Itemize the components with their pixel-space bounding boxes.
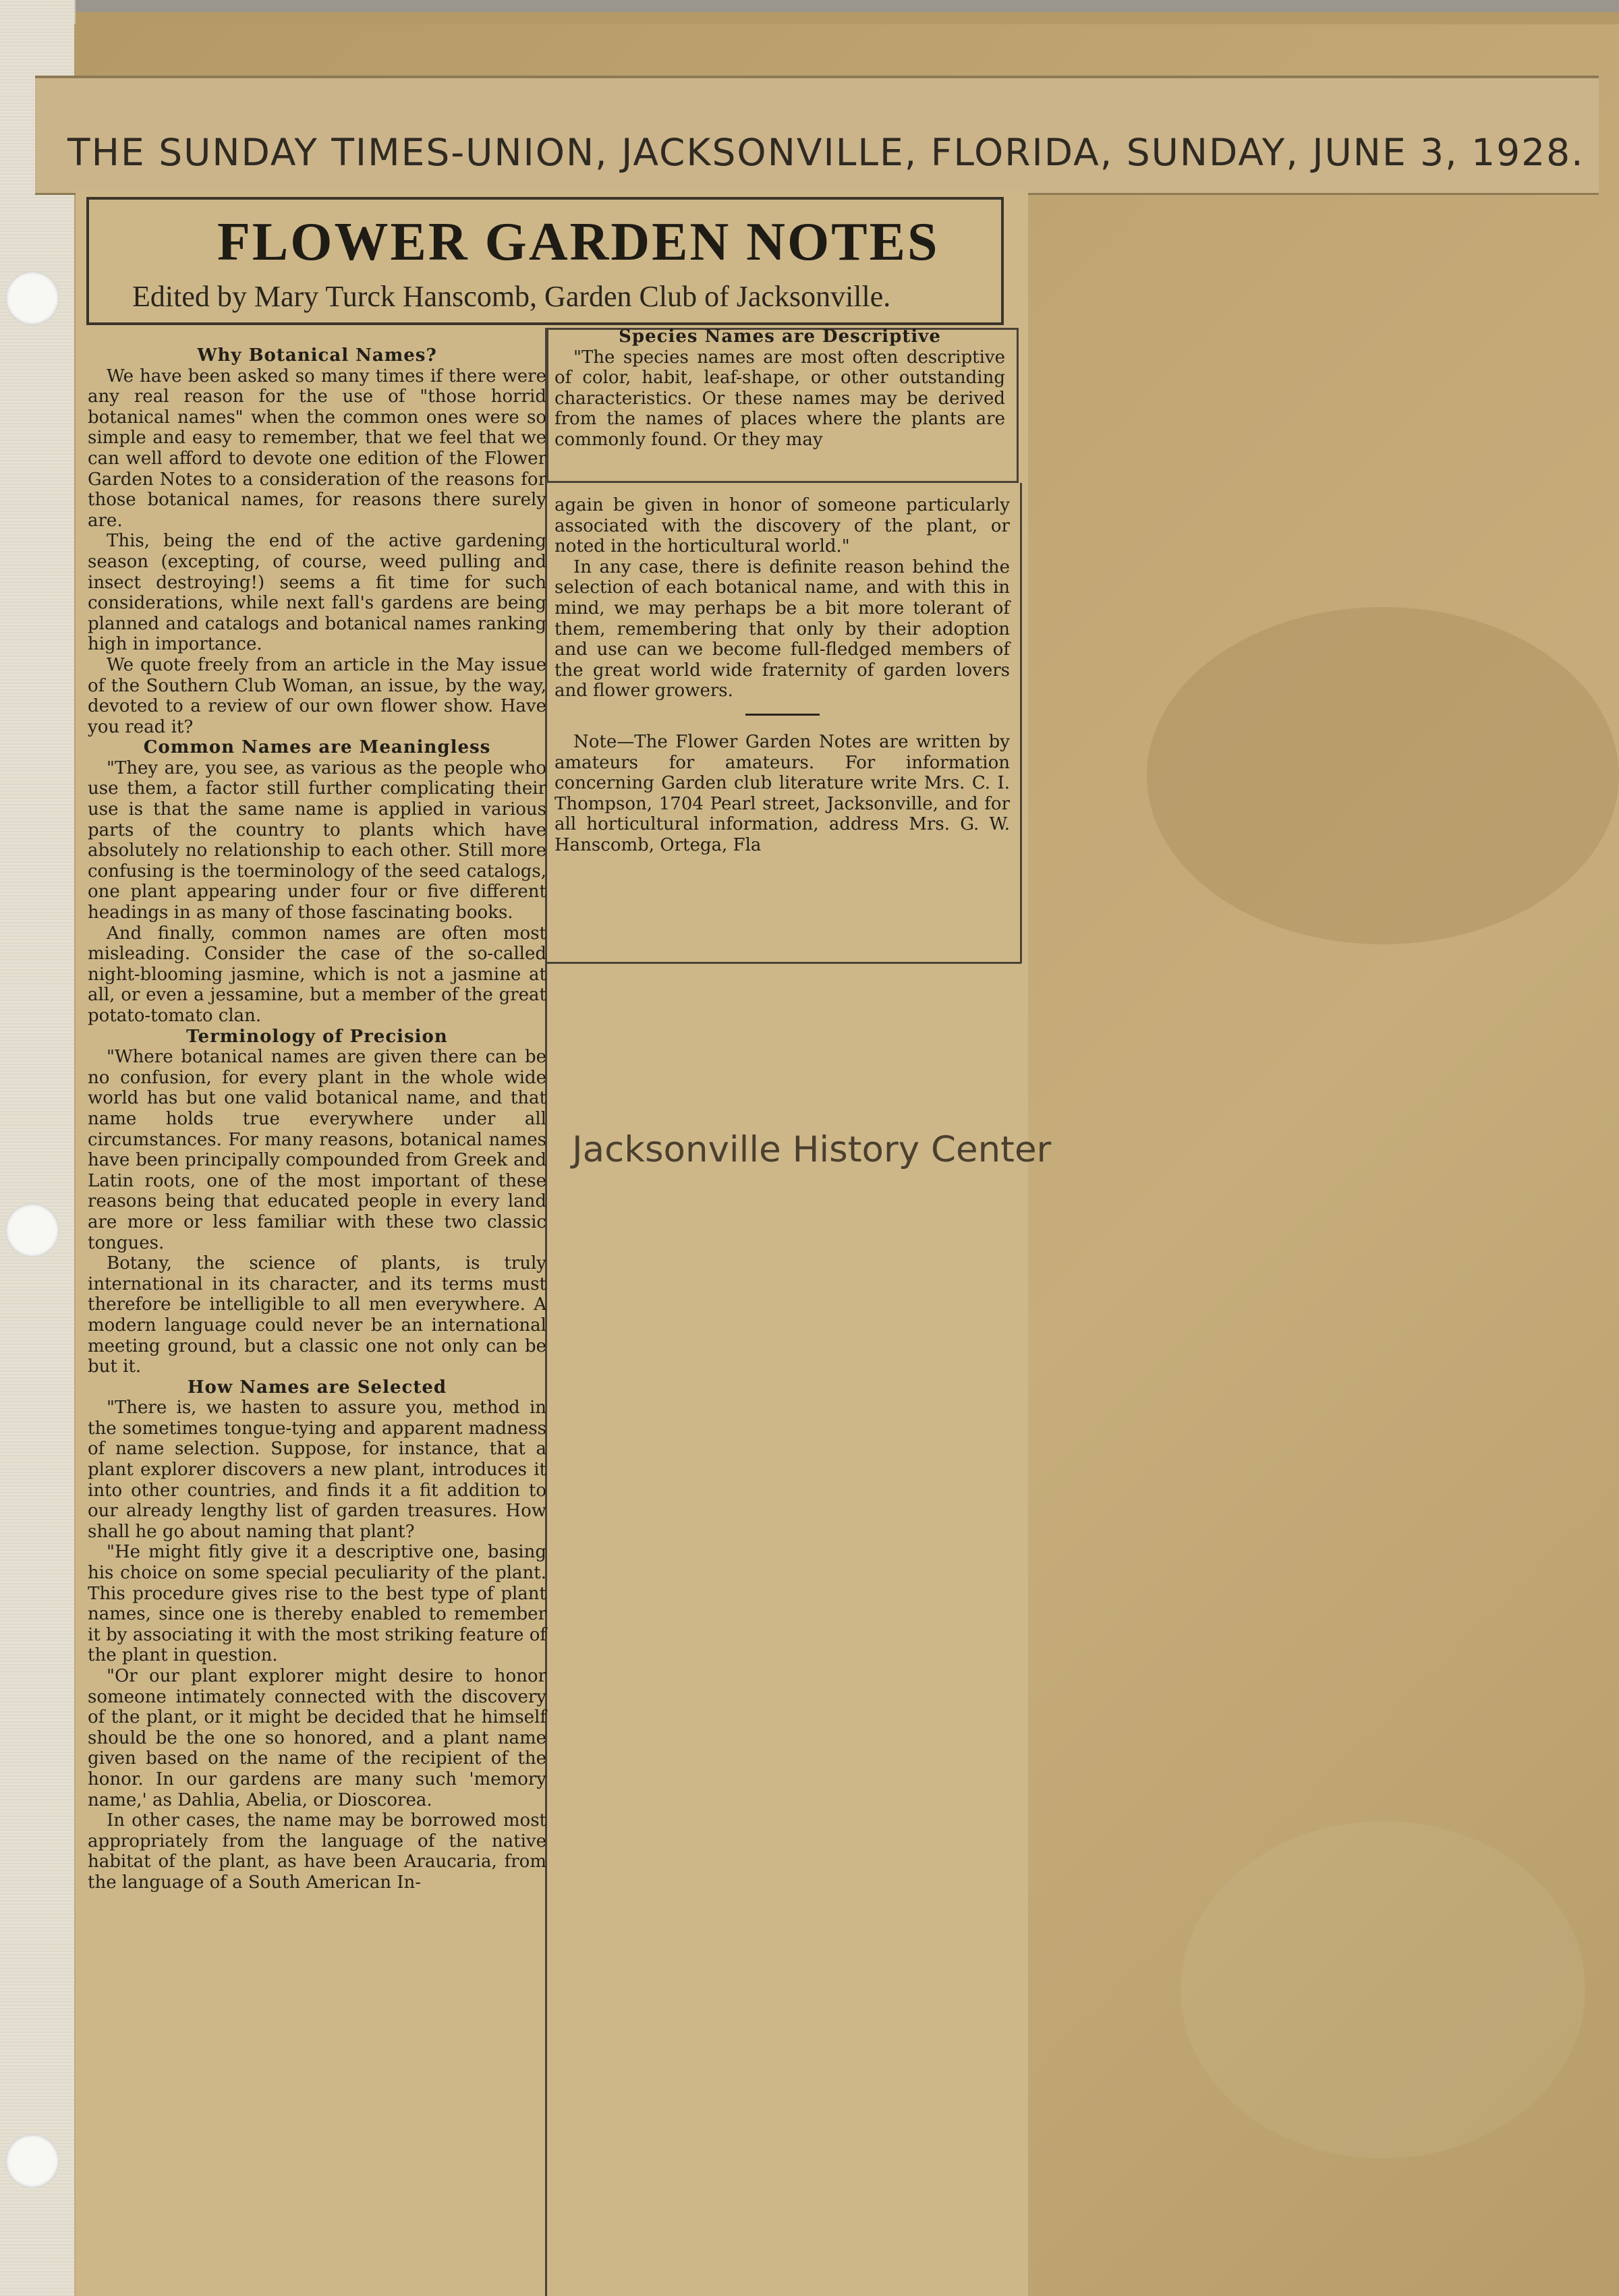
paragraph: We quote freely from an article in the May issue of the Southern Club Woman, an issue, by the way, devoted to a review of our own flower show. Have you read it? <box>88 654 546 737</box>
paragraph: And finally, common names are often most misleading. Consider the case of the so-called night-blooming jasmine, which is not a jasmine at all, or even a jessamine, but a member of the great potato-tomato clan. <box>88 923 546 1026</box>
paper-stain <box>1181 1821 1585 2158</box>
punch-hole-bottom <box>5 2134 59 2188</box>
paragraph: In other cases, the name may be borrowed most appropriately from the language of the native habitat of the plant, as have been Araucaria, from the language of a South American In- <box>88 1810 546 1893</box>
punch-hole-top <box>5 271 59 325</box>
subhead-terminology: Terminology of Precision <box>186 1026 448 1047</box>
subhead-how-names: How Names are Selected <box>187 1377 447 1398</box>
paragraph: In any case, there is definite reason behind the selection of each botanical name, and with this in mind, we may perhaps be a bit more tolerant of them, remembering that only by their adoption and use can we become full-fledged members of the great world wide fraternity of garden lovers and flower growers. <box>555 556 1010 701</box>
paragraph: "They are, you see, as various as the people who use them, a factor still further complicating their use is that the same name is applied in various parts of the country to plants which have absolutely no relationship to each other. Still more confusing is the toerminology of the seed catalogs, one plant appearing under four or five different headings in as many of those fascinating books. <box>88 757 546 923</box>
paragraph: "He might fitly give it a descriptive one, basing his choice on some special peculiarity of the plant. This procedure gives rise to the best type of plant names, since one is thereby enabled to remember it by associating it with the most striking feature of the plant in question. <box>88 1542 546 1666</box>
subhead-why-botanical: Why Botanical Names? <box>197 345 437 366</box>
newspaper-masthead <box>35 76 1599 195</box>
right-box-rule <box>1020 483 1022 963</box>
masthead-text: THE SUNDAY TIMES-UNION, JACKSONVILLE, FLORIDA, SUNDAY, JUNE 3, 1928. <box>67 131 1585 174</box>
section-divider <box>745 714 820 716</box>
paragraph: again be given in honor of someone particularly associated with the discovery of the plant, or noted in the horticultural world." <box>555 495 1010 557</box>
right-column-lower <box>555 495 1010 856</box>
subhead-species-names: Species Names are Descriptive <box>619 326 941 347</box>
left-column <box>88 345 546 1893</box>
right-box-bottom-rule <box>546 962 1021 964</box>
binder-strip <box>0 0 76 2296</box>
archive-watermark: Jacksonville History Center <box>572 1129 1052 1170</box>
article-subtitle: Edited by Mary Turck Hanscomb, Garden Club of Jacksonville. <box>132 280 891 313</box>
headline-box <box>86 197 1004 325</box>
punch-hole-middle <box>5 1203 59 1257</box>
paragraph: "Or our plant explorer might desire to honor someone intimately connected with the discovery of the plant, or it might be decided that he himself should be the one so honored, and a plant name given based on the name of the recipient of the honor. In our gardens are many such 'memory name,' as Dahlia, Abelia, or Dioscorea. <box>88 1666 546 1810</box>
article-title: FLOWER GARDEN NOTES <box>217 212 940 272</box>
paragraph: "Where botanical names are given there can be no confusion, for every plant in the whole wide world has but one valid botanical name, and that name holds true everywhere under all circumstances. For many reasons, botanical names have been principally compounded from Greek and Latin roots, one of the most important of these reasons being that educated people in every land are more or less familiar with these two classic tongues. <box>88 1047 546 1253</box>
paragraph: "There is, we hasten to assure you, method in the sometimes tongue-tying and apparent madness of name selection. Suppose, for instance, that a plant explorer discovers a new plant, introduces it into other countries, and finds it a fit addition to our already lengthy list of garden treasures. How shall he go about naming that plant? <box>88 1398 546 1542</box>
paragraph: "The species names are most often descriptive of color, habit, leaf-shape, or other outstanding characteristics. Or these names may be derived from the names of places where the plants are commonly found. Or they may <box>555 347 1005 450</box>
paper-stain <box>1147 607 1619 944</box>
paragraph: This, being the end of the active gardening season (excepting, of course, weed pulling and insect destroying!) seems a fit time for such considerations, while next fall's gardens are being planned and catalogs and botanical names ranking high in importance. <box>88 531 546 655</box>
right-column-upper <box>555 326 1005 451</box>
paragraph: Botany, the science of plants, is truly international in its character, and its terms must therefore be intelligible to all men everywhere. A modern language could never be an international meeting ground, but a classic one not only can be but it. <box>88 1253 546 1377</box>
paragraph: We have been asked so many times if there were any real reason for the use of "those horrid botanical names" when the common ones were so simple and easy to remember, that we feel that we can well afford to devote one edition of the Flower Garden Notes to a consideration of the reasons for those botanical names, for reasons there surely are. <box>88 366 546 531</box>
editor-note: Note—The Flower Garden Notes are written by amateurs for amateurs. For information concerning Garden club literature write Mrs. C. I. Thompson, 1704 Pearl street, Jacksonville, and for all horticultural information, address Mrs. G. W. Hanscomb, Ortega, Fla <box>555 731 1010 855</box>
subhead-common-names: Common Names are Meaningless <box>143 737 491 758</box>
scanner-top-edge <box>0 0 1619 12</box>
